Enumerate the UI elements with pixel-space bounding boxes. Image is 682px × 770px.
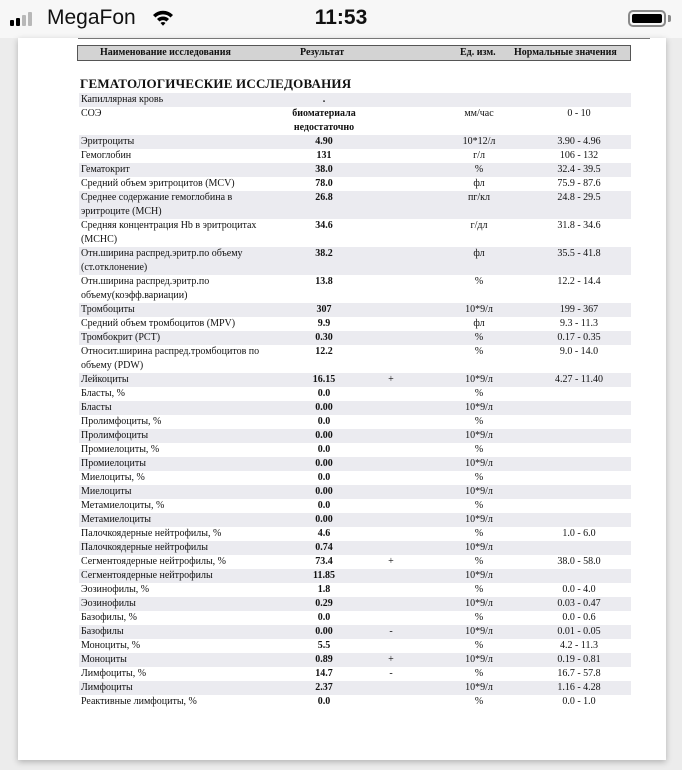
- unit: 10*12/л: [462, 136, 496, 147]
- clock: 11:53: [314, 6, 368, 29]
- result-value: 0.0: [317, 444, 331, 455]
- test-name: Тромбоциты: [81, 304, 135, 315]
- table-row: [79, 695, 631, 709]
- result-value: 0.00: [315, 514, 333, 525]
- table-row: [79, 191, 631, 219]
- table-row: [79, 135, 631, 149]
- table-row: [79, 611, 631, 625]
- unit: %: [474, 444, 484, 455]
- table-row: [79, 93, 631, 107]
- column-header-name: Наименование исследования: [100, 47, 231, 58]
- unit: мм/час: [464, 108, 494, 119]
- test-name: Средний объем тромбоцитов (MPV): [81, 318, 236, 329]
- reference-range: 0.0 - 1.0: [562, 696, 596, 707]
- test-name: Капиллярная кровь: [81, 94, 164, 105]
- test-name: Бласты: [81, 402, 112, 413]
- result-value: 0.0: [317, 500, 331, 511]
- table-row: [79, 555, 631, 569]
- test-name: Среднее содержание гемоглобина в эритроците (MCH): [81, 192, 233, 217]
- test-name: Пролимфоциты, %: [81, 416, 162, 427]
- test-name: Отн.ширина распред.эритр.по объему(коэфф.вариации): [81, 276, 210, 301]
- test-name: Эритроциты: [81, 136, 135, 147]
- result-value: 0.00: [315, 402, 333, 413]
- result-value: 0.0: [317, 612, 331, 623]
- result-value: 0.00: [315, 430, 333, 441]
- reference-range: 4.2 - 11.3: [560, 640, 598, 651]
- abnormal-flag: +: [388, 654, 394, 665]
- unit: %: [474, 472, 484, 483]
- abnormal-flag: +: [388, 556, 394, 567]
- reference-range: 0.19 - 0.81: [557, 654, 601, 665]
- unit: 10*9/л: [465, 654, 493, 665]
- result-value: 0.74: [315, 542, 333, 553]
- test-name: Миелоциты, %: [81, 472, 145, 483]
- result-value: 0.29: [315, 598, 333, 609]
- unit: %: [474, 528, 484, 539]
- table-row: [79, 667, 631, 681]
- table-row: [79, 457, 631, 471]
- result-value: 26.8: [315, 192, 333, 203]
- reference-range: 199 - 367: [559, 304, 599, 315]
- reference-range: 0.17 - 0.35: [557, 332, 601, 343]
- unit: фл: [473, 248, 485, 259]
- unit: %: [474, 640, 484, 651]
- table-row: [79, 401, 631, 415]
- result-value: 2.37: [315, 682, 333, 693]
- result-value: 12.2: [315, 346, 333, 357]
- test-name: Пролимфоциты: [81, 430, 149, 441]
- test-name: Реактивные лимфоциты, %: [81, 696, 197, 707]
- test-name: Лимфоциты, %: [81, 668, 147, 679]
- battery-full-icon: [628, 10, 666, 27]
- test-name: Лимфоциты: [81, 682, 133, 693]
- test-name: Метамиелоциты, %: [81, 500, 165, 511]
- reference-range: 1.16 - 4.28: [557, 682, 601, 693]
- column-header-result: Результат: [300, 47, 345, 58]
- unit: 10*9/л: [465, 626, 493, 637]
- result-value: .: [322, 94, 326, 105]
- table-row: [79, 471, 631, 485]
- reference-range: 0 - 10: [567, 108, 591, 119]
- table-header: [77, 45, 631, 61]
- test-name: Гемоглобин: [81, 150, 132, 161]
- table-row: [79, 303, 631, 317]
- test-name: Базофилы, %: [81, 612, 137, 623]
- result-value: 13.8: [315, 276, 333, 287]
- test-name: Палочкоядерные нейтрофилы: [81, 542, 208, 553]
- unit: фл: [473, 178, 485, 189]
- reference-range: 4.27 - 11.40: [555, 374, 603, 385]
- document-page: [18, 38, 666, 760]
- unit: 10*9/л: [465, 458, 493, 469]
- reference-range: 9.3 - 11.3: [560, 318, 598, 329]
- test-name: Отн.ширина распред.эритр.по объему (ст.отклонение): [81, 248, 243, 273]
- result-value: 307: [316, 304, 332, 315]
- result-value: 38.0: [315, 164, 333, 175]
- result-value: 4.6: [317, 528, 331, 539]
- unit: %: [474, 346, 484, 357]
- battery-tip: [668, 15, 671, 22]
- test-name: Средний объем эритроцитов (MCV): [81, 178, 235, 189]
- unit: г/л: [473, 150, 485, 161]
- table-row: [79, 653, 631, 667]
- unit: 10*9/л: [465, 486, 493, 497]
- result-value: 0.00: [315, 458, 333, 469]
- test-name: Бласты, %: [81, 388, 125, 399]
- unit: 10*9/л: [465, 514, 493, 525]
- test-name: Промиелоциты: [81, 458, 146, 469]
- table-row: [79, 597, 631, 611]
- unit: 10*9/л: [465, 304, 493, 315]
- reference-range: 3.90 - 4.96: [557, 136, 601, 147]
- test-name: Промиелоциты, %: [81, 444, 160, 455]
- reference-range: 9.0 - 14.0: [559, 346, 599, 357]
- result-value: 0.0: [317, 388, 331, 399]
- abnormal-flag: -: [389, 626, 393, 637]
- reference-range: 0.0 - 0.6: [562, 612, 596, 623]
- result-value: 0.0: [317, 472, 331, 483]
- table-row: [79, 681, 631, 695]
- reference-range: 12.2 - 14.4: [557, 276, 601, 287]
- test-name: СОЭ: [81, 108, 102, 119]
- result-value: 34.6: [315, 220, 333, 231]
- table-row: [79, 149, 631, 163]
- table-row: [79, 527, 631, 541]
- result-value: 78.0: [315, 178, 333, 189]
- reference-range: 0.0 - 4.0: [562, 584, 596, 595]
- table-row: [79, 177, 631, 191]
- page-divider: [78, 38, 650, 39]
- result-value: 4.90: [315, 136, 333, 147]
- result-value: 0.0: [317, 416, 331, 427]
- table-row: [79, 275, 631, 303]
- abnormal-flag: -: [389, 668, 393, 679]
- unit: %: [474, 668, 484, 679]
- table-row: [79, 541, 631, 555]
- unit: 10*9/л: [465, 374, 493, 385]
- unit: 10*9/л: [465, 598, 493, 609]
- table-row: [79, 569, 631, 583]
- unit: %: [474, 612, 484, 623]
- reference-range: 106 - 132: [559, 150, 599, 161]
- table-row: [79, 639, 631, 653]
- unit: фл: [473, 318, 485, 329]
- test-name: Эозинофилы, %: [81, 584, 150, 595]
- test-name: Сегментоядерные нейтрофилы: [81, 570, 213, 581]
- result-value: 38.2: [315, 248, 333, 259]
- table-row: [79, 373, 631, 387]
- table-row: [79, 625, 631, 639]
- test-name: Сегментоядерные нейтрофилы, %: [81, 556, 227, 567]
- unit: %: [474, 416, 484, 427]
- reference-range: 24.8 - 29.5: [557, 192, 601, 203]
- unit: %: [474, 276, 484, 287]
- reference-range: 75.9 - 87.6: [557, 178, 601, 189]
- reference-range: 1.0 - 6.0: [562, 528, 596, 539]
- table-row: [79, 499, 631, 513]
- table-row: [79, 443, 631, 457]
- test-name: Средняя концентрация Hb в эритроцитах (MCHC): [81, 220, 257, 245]
- unit: %: [474, 584, 484, 595]
- result-value: 0.30: [315, 332, 333, 343]
- test-name: Эозинофилы: [81, 598, 136, 609]
- result-value: 16.15: [312, 374, 336, 385]
- table-row: [79, 583, 631, 597]
- test-name: Моноциты: [81, 654, 127, 665]
- test-name: Тромбокрит (PCT): [81, 332, 161, 343]
- reference-range: 0.03 - 0.47: [557, 598, 601, 609]
- table-row: [79, 107, 631, 135]
- result-value: 0.89: [315, 654, 333, 665]
- table-row: [79, 415, 631, 429]
- unit: 10*9/л: [465, 570, 493, 581]
- abnormal-flag: +: [388, 374, 394, 385]
- result-value: 11.85: [313, 570, 335, 581]
- unit: 10*9/л: [465, 542, 493, 553]
- result-value: 0.00: [315, 626, 333, 637]
- table-row: [79, 331, 631, 345]
- column-header-normal: Нормальные значения: [514, 47, 617, 58]
- unit: %: [474, 332, 484, 343]
- unit: 10*9/л: [465, 430, 493, 441]
- reference-range: 16.7 - 57.8: [557, 668, 601, 679]
- reference-range: 0.01 - 0.05: [557, 626, 601, 637]
- status-bar: [0, 0, 682, 38]
- table-row: [79, 387, 631, 401]
- reference-range: 32.4 - 39.5: [557, 164, 601, 175]
- test-name: Моноциты, %: [81, 640, 141, 651]
- unit: пг/кл: [467, 192, 491, 203]
- test-name: Миелоциты: [81, 486, 132, 497]
- unit: %: [474, 500, 484, 511]
- table-row: [79, 219, 631, 247]
- result-value: 1.8: [317, 584, 331, 595]
- table-row: [79, 163, 631, 177]
- result-value: 0.00: [315, 486, 333, 497]
- unit: г/дл: [470, 220, 488, 231]
- test-name: Метамиелоциты: [81, 514, 152, 525]
- test-name: Относит.ширина распред.тромбоцитов по объему (PDW): [81, 346, 260, 371]
- test-name: Гематокрит: [81, 164, 130, 175]
- result-value: 9.9: [317, 318, 331, 329]
- reference-range: 38.0 - 58.0: [557, 556, 601, 567]
- reference-range: 31.8 - 34.6: [557, 220, 601, 231]
- result-value: 131: [316, 150, 332, 161]
- table-row: [79, 429, 631, 443]
- section-title: ГЕМАТОЛОГИЧЕСКИЕ ИССЛЕДОВАНИЯ: [80, 76, 352, 91]
- unit: %: [474, 164, 484, 175]
- result-value: 5.5: [317, 640, 331, 651]
- table-row: [79, 345, 631, 373]
- results-table: [79, 93, 631, 709]
- column-header-unit: Ед. изм.: [460, 47, 496, 58]
- table-row: [79, 247, 631, 275]
- unit: %: [474, 556, 484, 567]
- table-row: [79, 317, 631, 331]
- unit: %: [474, 696, 484, 707]
- result-value: биоматериала недостаточно: [292, 108, 356, 133]
- result-value: 0.0: [317, 696, 331, 707]
- reference-range: 35.5 - 41.8: [557, 248, 601, 259]
- result-value: 14.7: [315, 668, 333, 679]
- table-row: [79, 513, 631, 527]
- test-name: Палочкоядерные нейтрофилы, %: [81, 528, 222, 539]
- result-value: 73.4: [315, 556, 333, 567]
- unit: 10*9/л: [465, 682, 493, 693]
- table-row: [79, 485, 631, 499]
- carrier-name: MegaFon: [47, 6, 136, 29]
- test-name: Лейкоциты: [81, 374, 129, 385]
- unit: 10*9/л: [465, 402, 493, 413]
- test-name: Базофилы: [81, 626, 124, 637]
- unit: %: [474, 388, 484, 399]
